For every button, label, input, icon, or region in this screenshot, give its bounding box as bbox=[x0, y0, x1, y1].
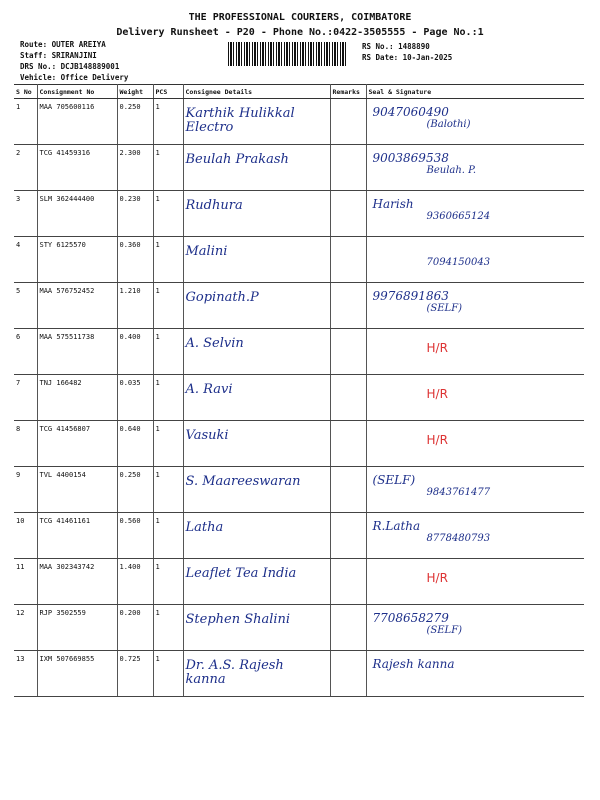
row-pcs: 1 bbox=[153, 237, 183, 283]
row-remarks bbox=[330, 605, 366, 651]
table-row bbox=[14, 99, 584, 145]
row-weight: 0.640 bbox=[117, 421, 153, 467]
row-sno: 10 bbox=[14, 513, 37, 559]
row-consignment-no: MAA 302343742 bbox=[37, 559, 117, 605]
row-consignment-no: TCG 41459316 bbox=[37, 145, 117, 191]
row-signature bbox=[366, 283, 584, 329]
row-consignee: Stephen Shalini bbox=[183, 605, 330, 651]
row-signature bbox=[366, 191, 584, 237]
row-consignee: Malini bbox=[183, 237, 330, 283]
signature-note: (SELF) bbox=[426, 625, 463, 636]
signature-text: R.Latha bbox=[372, 519, 421, 533]
table-row bbox=[14, 283, 584, 329]
signature-text: (SELF) bbox=[372, 473, 416, 487]
row-remarks bbox=[330, 237, 366, 283]
row-pcs: 1 bbox=[153, 191, 183, 237]
signature-text: 9976891863 bbox=[372, 289, 449, 303]
row-signature bbox=[366, 237, 584, 283]
table-row bbox=[14, 467, 584, 513]
row-remarks bbox=[330, 191, 366, 237]
row-consignment-no: MAA 576752452 bbox=[37, 283, 117, 329]
row-signature bbox=[366, 421, 584, 467]
row-consignee: A. Ravi bbox=[183, 375, 330, 421]
drs-number: DRS No.: DCJB148889001 bbox=[20, 62, 120, 71]
table-row bbox=[14, 605, 584, 651]
row-remarks bbox=[330, 467, 366, 513]
row-sno: 13 bbox=[14, 651, 37, 697]
row-consignment-no: TNJ 166482 bbox=[37, 375, 117, 421]
hr-stamp: H/R bbox=[426, 387, 448, 401]
row-weight: 0.725 bbox=[117, 651, 153, 697]
row-remarks bbox=[330, 559, 366, 605]
runsheet-subtitle: Delivery Runsheet - P20 - Phone No.:0422-3505555 - Page No.:1 bbox=[116, 27, 484, 38]
row-remarks bbox=[330, 329, 366, 375]
barcode-icon bbox=[228, 42, 348, 66]
row-signature bbox=[366, 99, 584, 145]
col-pcs: PCS bbox=[153, 85, 183, 99]
row-pcs: 1 bbox=[153, 467, 183, 513]
row-weight: 0.400 bbox=[117, 329, 153, 375]
row-consignee: Latha bbox=[183, 513, 330, 559]
row-remarks bbox=[330, 145, 366, 191]
signature-note: (Balothi) bbox=[426, 119, 471, 130]
signature-text: Harish bbox=[372, 197, 414, 211]
row-weight: 0.250 bbox=[117, 467, 153, 513]
route-label: Route: OUTER AREIYA bbox=[20, 40, 106, 49]
row-sno: 1 bbox=[14, 99, 37, 145]
row-consignee: Beulah Prakash bbox=[183, 145, 330, 191]
row-signature bbox=[366, 145, 584, 191]
row-weight: 1.210 bbox=[117, 283, 153, 329]
row-consignment-no: STY 6125570 bbox=[37, 237, 117, 283]
signature-note: 8778480793 bbox=[426, 533, 491, 544]
row-signature bbox=[366, 651, 584, 697]
col-sno: S No bbox=[14, 85, 37, 99]
signature-note: 9843761477 bbox=[426, 487, 491, 498]
col-remarks: Remarks bbox=[330, 85, 366, 99]
row-sno: 7 bbox=[14, 375, 37, 421]
table-row bbox=[14, 651, 584, 697]
hr-stamp: H/R bbox=[426, 341, 448, 355]
row-remarks bbox=[330, 375, 366, 421]
row-signature bbox=[366, 375, 584, 421]
row-consignment-no: RJP 3502559 bbox=[37, 605, 117, 651]
table-row bbox=[14, 421, 584, 467]
signature-note: (SELF) bbox=[426, 303, 463, 314]
row-remarks bbox=[330, 283, 366, 329]
runsheet-table bbox=[14, 84, 584, 697]
row-sno: 12 bbox=[14, 605, 37, 651]
hr-stamp: H/R bbox=[426, 433, 448, 447]
runsheet-title: THE PROFESSIONAL COURIERS, COIMBATORE bbox=[188, 12, 412, 23]
row-pcs: 1 bbox=[153, 283, 183, 329]
col-consignment-no: Consignment No bbox=[37, 85, 117, 99]
row-sno: 8 bbox=[14, 421, 37, 467]
col-weight: Weight bbox=[117, 85, 153, 99]
hr-stamp: H/R bbox=[426, 571, 448, 585]
row-weight: 2.300 bbox=[117, 145, 153, 191]
row-consignee: Dr. A.S. Rajesh kanna bbox=[183, 651, 330, 697]
row-weight: 0.230 bbox=[117, 191, 153, 237]
row-sno: 9 bbox=[14, 467, 37, 513]
signature-note: 9360665124 bbox=[426, 211, 491, 222]
row-sno: 2 bbox=[14, 145, 37, 191]
row-weight: 0.250 bbox=[117, 99, 153, 145]
row-consignment-no: TVL 4400154 bbox=[37, 467, 117, 513]
row-pcs: 1 bbox=[153, 513, 183, 559]
row-signature bbox=[366, 605, 584, 651]
row-sno: 6 bbox=[14, 329, 37, 375]
row-remarks bbox=[330, 421, 366, 467]
row-consignment-no: TCG 41461161 bbox=[37, 513, 117, 559]
row-pcs: 1 bbox=[153, 421, 183, 467]
row-remarks bbox=[330, 513, 366, 559]
table-row bbox=[14, 329, 584, 375]
row-signature bbox=[366, 467, 584, 513]
row-remarks bbox=[330, 99, 366, 145]
row-signature bbox=[366, 329, 584, 375]
row-consignment-no: MAA 705600116 bbox=[37, 99, 117, 145]
row-sno: 3 bbox=[14, 191, 37, 237]
row-pcs: 1 bbox=[153, 651, 183, 697]
row-pcs: 1 bbox=[153, 329, 183, 375]
row-weight: 0.200 bbox=[117, 605, 153, 651]
table-row bbox=[14, 237, 584, 283]
row-weight: 0.360 bbox=[117, 237, 153, 283]
row-consignee: S. Maareeswaran bbox=[183, 467, 330, 513]
row-pcs: 1 bbox=[153, 145, 183, 191]
vehicle-label: Vehicle: Office Delivery bbox=[20, 73, 129, 82]
staff-label: Staff: SRIRANJINI bbox=[20, 51, 97, 60]
rs-date: RS Date: 10-Jan-2025 bbox=[362, 53, 453, 62]
row-remarks bbox=[330, 651, 366, 697]
row-consignment-no: TCG 41456807 bbox=[37, 421, 117, 467]
table-row bbox=[14, 375, 584, 421]
signature-text: 9003869538 bbox=[372, 151, 449, 165]
row-sno: 11 bbox=[14, 559, 37, 605]
row-consignee: Vasuki bbox=[183, 421, 330, 467]
row-weight: 0.035 bbox=[117, 375, 153, 421]
signature-text: Rajesh kanna bbox=[372, 657, 455, 671]
row-consignment-no: SLM 362444400 bbox=[37, 191, 117, 237]
col-consignee-details: Consignee Details bbox=[183, 85, 330, 99]
row-weight: 1.400 bbox=[117, 559, 153, 605]
row-consignee: Gopinath.P bbox=[183, 283, 330, 329]
row-signature bbox=[366, 513, 584, 559]
table-row bbox=[14, 513, 584, 559]
signature-text: 7708658279 bbox=[372, 611, 449, 625]
row-pcs: 1 bbox=[153, 605, 183, 651]
signature-text: 9047060490 bbox=[372, 105, 449, 119]
table-row bbox=[14, 559, 584, 605]
row-consignment-no: MAA 575511738 bbox=[37, 329, 117, 375]
signature-note: Beulah. P. bbox=[426, 165, 477, 176]
row-consignment-no: IXM 507669855 bbox=[37, 651, 117, 697]
row-consignee: Leaflet Tea India bbox=[183, 559, 330, 605]
table-header-row bbox=[14, 85, 584, 99]
row-pcs: 1 bbox=[153, 375, 183, 421]
rs-number: RS No.: 1488890 bbox=[362, 42, 430, 51]
col-seal-signature: Seal & Signature bbox=[366, 85, 584, 99]
table-row bbox=[14, 145, 584, 191]
row-consignee: Rudhura bbox=[183, 191, 330, 237]
row-sno: 5 bbox=[14, 283, 37, 329]
row-sno: 4 bbox=[14, 237, 37, 283]
row-consignee: A. Selvin bbox=[183, 329, 330, 375]
row-consignee: Karthik Hulikkal Electro bbox=[183, 99, 330, 145]
row-pcs: 1 bbox=[153, 99, 183, 145]
row-signature bbox=[366, 559, 584, 605]
row-weight: 0.560 bbox=[117, 513, 153, 559]
table-row bbox=[14, 191, 584, 237]
signature-note: 7094150043 bbox=[426, 257, 491, 268]
row-pcs: 1 bbox=[153, 559, 183, 605]
